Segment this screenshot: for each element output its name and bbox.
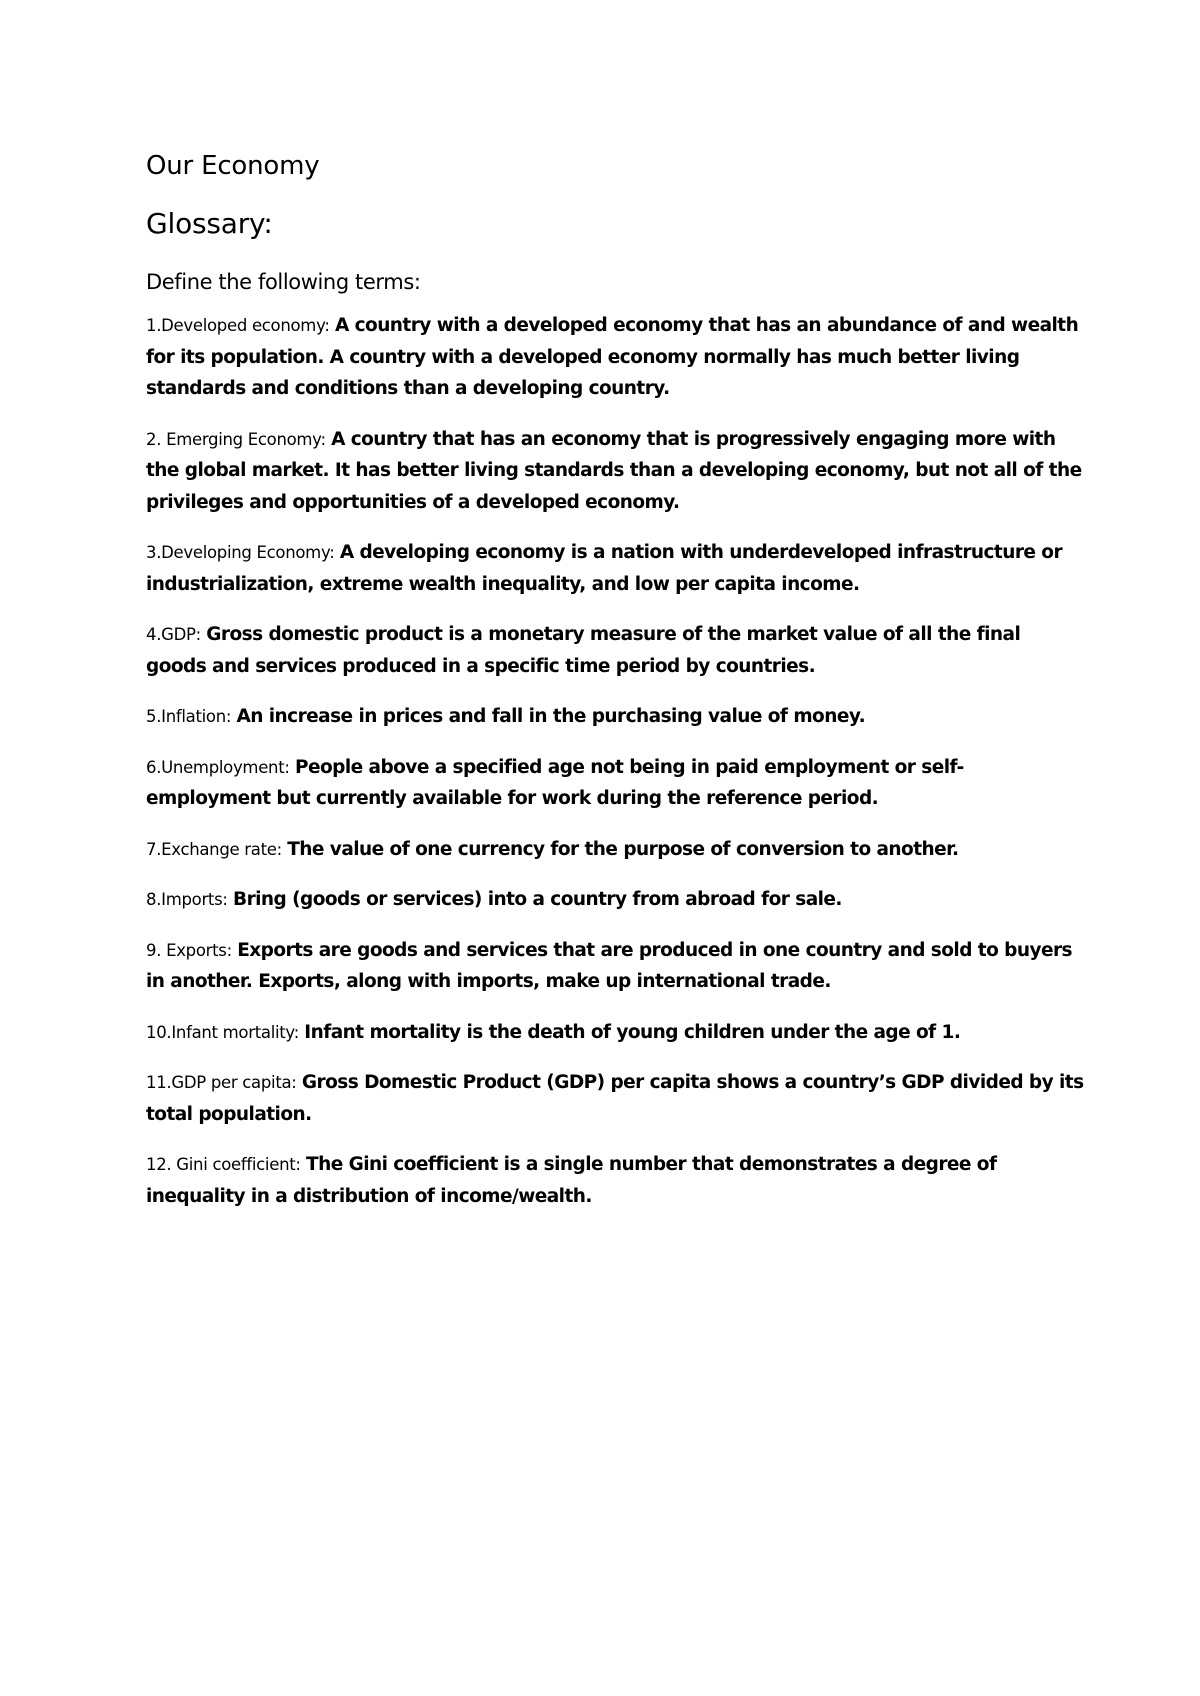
glossary-item-exports [146, 935, 1086, 998]
glossary-term: 2. Emerging Economy: [146, 429, 326, 449]
glossary-term: 11.GDP per capita: [146, 1073, 297, 1092]
glossary-item-inflation [146, 701, 1086, 733]
glossary-definition: Bring (goods or services) into a country from abroad for sale. [233, 889, 842, 910]
glossary-term: 6.Unemployment: [146, 757, 290, 777]
glossary-definition: Exports are goods and services that are produced in one country and sold to buyers in another. Exports, along with imports, make up international trade. [146, 939, 1072, 992]
glossary-definition: A developing economy is a nation with underdeveloped infrastructure or industrialization, extreme wealth inequality, and low per capita income. [146, 542, 1063, 595]
glossary-term: 12. Gini coefficient: [146, 1155, 301, 1174]
glossary-term: 10.Infant mortality: [146, 1022, 299, 1042]
glossary-item-gdp-per-capita [146, 1067, 1086, 1130]
glossary-term: 4.GDP: [146, 625, 201, 644]
glossary-heading: Glossary: [146, 207, 273, 240]
glossary-term: 5.Inflation: [146, 707, 232, 726]
glossary-item-developed-economy [146, 310, 1086, 405]
glossary-term: 9. Exports: [146, 940, 232, 960]
glossary-term: 3.Developing Economy: [146, 543, 335, 562]
glossary-item-imports [146, 884, 1086, 916]
glossary-item-exchange-rate [146, 834, 1086, 866]
glossary-definition: People above a specified age not being in paid employment or self-employment but currently available for work during the reference period. [146, 756, 964, 809]
glossary-definition: The value of one currency for the purpose of conversion to another. [287, 838, 959, 860]
glossary-definition: Infant mortality is the death of young children under the age of 1. [304, 1021, 961, 1043]
glossary-definition: Gross Domestic Product (GDP) per capita shows a country’s GDP divided by its total population. [146, 1072, 1084, 1125]
instruction-text: Define the following terms: [146, 270, 421, 294]
document-title: Our Economy [146, 151, 320, 181]
glossary-item-gini-coefficient [146, 1149, 1086, 1212]
glossary-term: 1.Developed economy: [146, 316, 330, 335]
glossary-term: 7.Exchange rate: [146, 839, 282, 859]
glossary-definition: An increase in prices and fall in the purchasing value of money. [236, 706, 866, 727]
glossary-term: 8.Imports: [146, 890, 228, 909]
glossary-definition: A country with a developed economy that has an abundance of and wealth for its population. A country with a developed economy normally has much better living standards and conditions than a developing country. [146, 315, 1079, 399]
glossary-definition: The Gini coefficient is a single number that demonstrates a degree of inequality in a distribution of income/wealth. [146, 1154, 997, 1207]
document-page [146, 146, 1086, 1231]
glossary-list [146, 310, 1086, 1212]
glossary-item-infant-mortality [146, 1017, 1086, 1049]
glossary-item-emerging-economy [146, 424, 1086, 519]
glossary-item-developing-economy [146, 537, 1086, 600]
glossary-definition: Gross domestic product is a monetary measure of the market value of all the final goods and services produced in a specific time period by countries. [146, 624, 1021, 677]
glossary-definition: A country that has an economy that is progressively engaging more with the global market. It has better living standards than a developing economy, but not all of the privileges and opportunities of a developed economy. [146, 428, 1082, 513]
glossary-item-unemployment [146, 752, 1086, 815]
glossary-item-gdp [146, 619, 1086, 682]
